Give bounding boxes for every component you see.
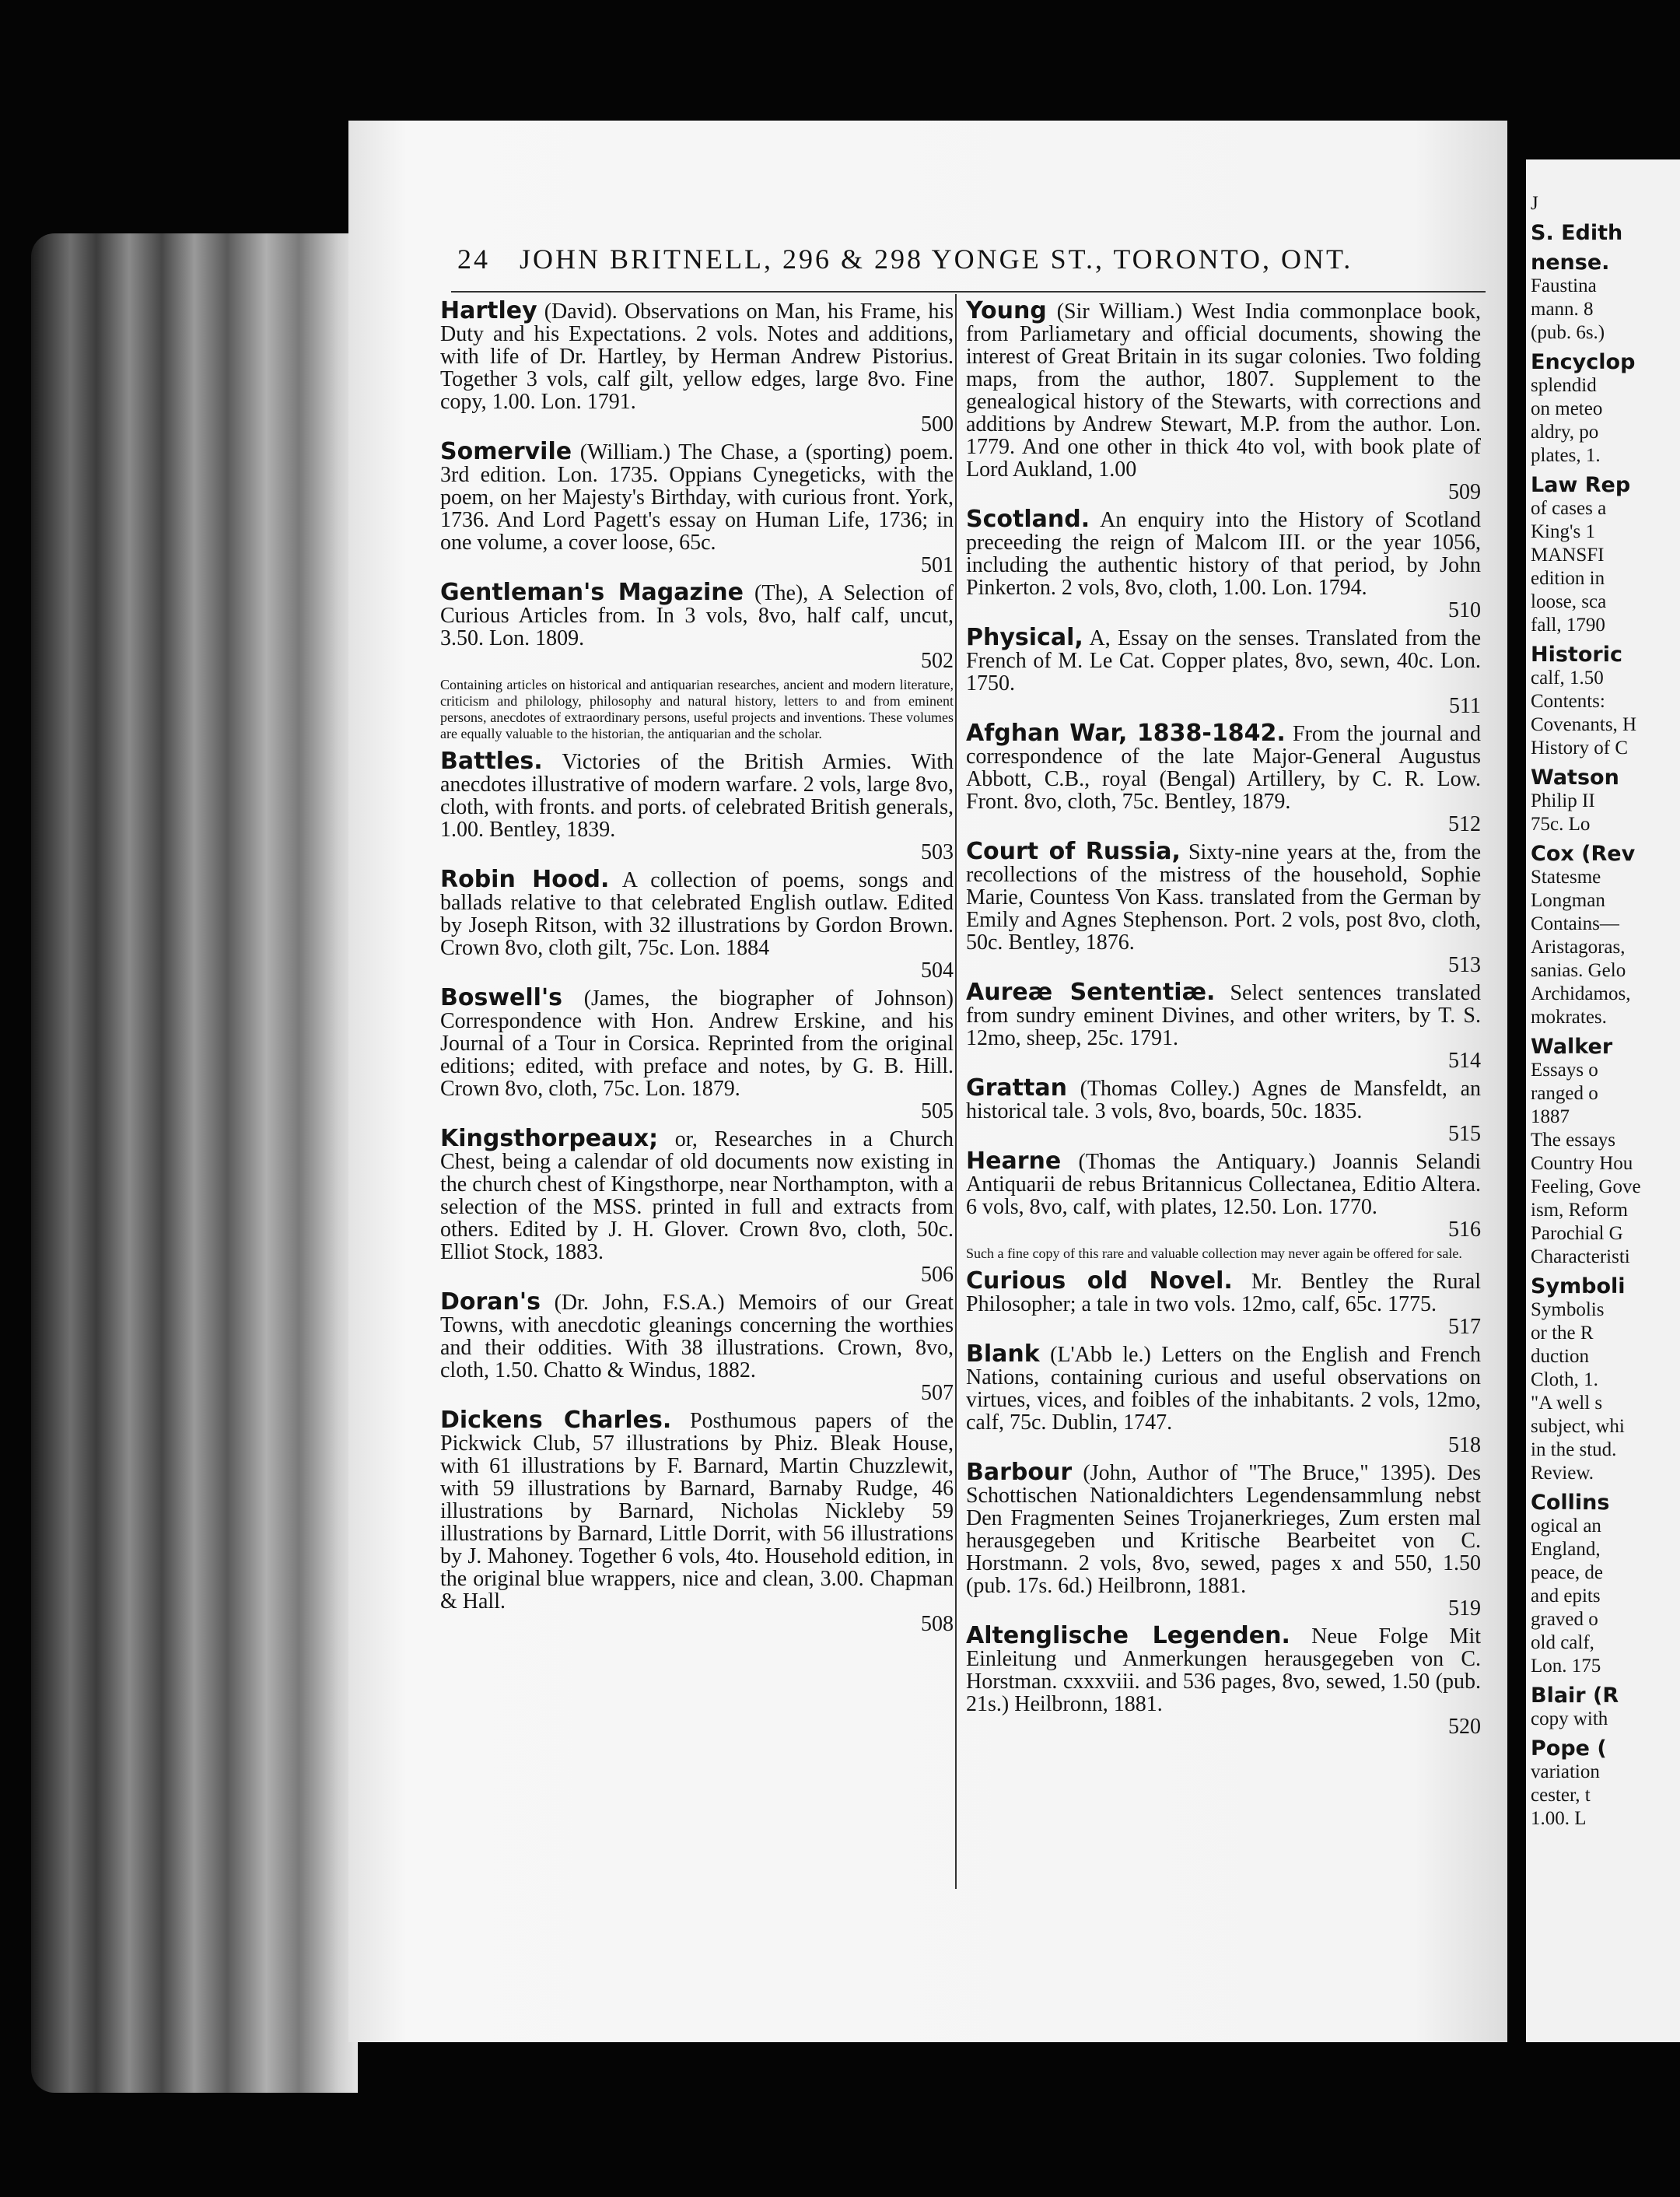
fragment-line: Symbolis [1531, 1299, 1605, 1320]
lot-number: 512 [1448, 812, 1481, 836]
fragment-line: calf, 1.50 [1531, 668, 1604, 689]
fragment-line: J [1531, 193, 1538, 214]
entry-note: Such a fine copy of this rare and valuable collection may never again be offered for sale. [966, 1246, 1462, 1261]
fragment-line: Collins [1531, 1491, 1610, 1515]
header-title: JOHN BRITNELL, 296 & 298 YONGE ST., TORONTO, ONT. [520, 244, 1353, 275]
fragment-line: Characteristi [1531, 1246, 1630, 1267]
entry-text: (Sir William.) West India commonplace book, from Parliametary and official documents, showing the interest of Great Britain in its sugar colonies. Two folding maps, from the author, 1807. Supplement to the genealogical history of the Stewarts, with corrections and additions by Andrew Stewart, M.P. from the author. Lon. 1779. And one other in thick 4to vol, with book plate of Lord Aukland, 1.00 [966, 300, 1481, 482]
fragment-line: Contents: [1531, 691, 1605, 712]
entry-text: A collection of poems, songs and ballads relative to that celebrated English outlaw. Edited by Joseph Ritson, with 32 illustrations by Gordon Brown. Crown 8vo, cloth gilt, 75c. Lon. 1884 [440, 868, 954, 960]
lot-number: 503 [921, 840, 954, 864]
fragment-line: Pope ( [1531, 1736, 1607, 1761]
entry-headword: Aureæ Sententiæ. [966, 979, 1216, 1006]
fragment-line: fall, 1790 [1531, 615, 1605, 636]
fragment-line: Country Hou [1531, 1153, 1633, 1174]
lot-number: 510 [1448, 598, 1481, 622]
fragment-line: copy with [1531, 1708, 1608, 1729]
catalogue-entry [966, 1150, 1481, 1241]
entry-text: (Thomas Colley.) Agnes de Mansfeldt, an historical tale. 3 vols, 8vo, boards, 50c. 1835. [966, 1077, 1481, 1123]
fragment-line: England, [1531, 1539, 1601, 1560]
page-header [457, 243, 1484, 279]
entry-text: Select sentences translated from sundry eminent Divines, and other writers, by T. S. 12mo, sheep, 25c. 1791. [966, 981, 1481, 1050]
fragment-line: Cloth, 1. [1531, 1369, 1598, 1390]
fragment-line: (pub. 6s.) [1531, 322, 1605, 343]
catalogue-entry [440, 1127, 954, 1286]
fragment-line: plates, 1. [1531, 445, 1601, 466]
fragment-line: Symboli [1531, 1274, 1626, 1298]
entry-headword: Battles. [440, 748, 543, 775]
fragment-line: Statesme [1531, 867, 1601, 888]
fragment-line: Lon. 175 [1531, 1656, 1601, 1677]
entry-text: Victories of the British Armies. With anecdotes illustrative of modern warfare. 2 vols, large 8vo, cloth, with fronts. and ports. of celebrated British generals, 1.00. Bentley, 1839. [440, 750, 954, 842]
lot-number: 513 [1448, 953, 1481, 977]
fragment-line: peace, de [1531, 1562, 1603, 1583]
header-rule [451, 291, 1486, 293]
catalogue-entry [966, 1074, 1481, 1146]
fragment-line: Historic [1531, 643, 1622, 667]
fragment-line: Archidamos, [1531, 983, 1631, 1004]
catalogue-entry [966, 1267, 1481, 1339]
fragment-line: Encyclop [1531, 350, 1636, 374]
fragment-line: splendid [1531, 375, 1597, 396]
entry-text: (James, the biographer of Johnson) Correspondence with Hon. Andrew Erskine, and his Journal of a Tour in Corsica. Reprinted from the original editions; edited, with preface and notes, by G. B. Hill. Crown 8vo, cloth, 75c. Lon. 1879. [440, 986, 954, 1101]
fragment-line: Faustina [1531, 275, 1597, 296]
right-column [966, 300, 1481, 1887]
lot-number: 509 [1448, 480, 1481, 504]
fragment-line: old calf, [1531, 1632, 1594, 1653]
catalogue-entry [440, 868, 954, 982]
entry-headword: Dickens Charles. [440, 1407, 672, 1434]
lot-number: 508 [921, 1612, 954, 1636]
fragment-line: MANSFI [1531, 545, 1605, 566]
page-number: 24 [457, 244, 490, 275]
fragment-line: Essays o [1531, 1060, 1598, 1081]
lot-number: 520 [1448, 1715, 1481, 1739]
fragment-line: Philip II [1531, 790, 1595, 811]
fragment-line: mann. 8 [1531, 299, 1594, 320]
fragment-line: in the stud. [1531, 1439, 1617, 1460]
entry-headword: Curious old Novel. [966, 1267, 1233, 1295]
entry-headword: Blank [966, 1340, 1040, 1368]
left-column [440, 300, 954, 1805]
fragment-line: Longman [1531, 890, 1605, 911]
fragment-line: on meteo [1531, 398, 1603, 419]
catalogue-entry [440, 581, 954, 672]
entry-headword: Altenglische Legenden. [966, 1622, 1290, 1649]
fragment-line: nense. [1531, 251, 1610, 275]
fragment-line: variation [1531, 1761, 1600, 1782]
fragment-line: graved o [1531, 1609, 1598, 1630]
entry-text: An enquiry into the History of Scotland preceeding the reign of Malcom III. or the year 1056, including the authentic history of that period, by John Pinkerton. 2 vols, 8vo, cloth, 1.00. Lon. 1794. [966, 508, 1481, 600]
catalogue-entry [440, 440, 954, 576]
fragment-line: Parochial G [1531, 1223, 1623, 1244]
fragment-line: loose, sca [1531, 591, 1607, 612]
fragment-line: or the R [1531, 1323, 1594, 1344]
entry-headword: Boswell's [440, 984, 563, 1011]
entry-headword: Robin Hood. [440, 866, 610, 893]
fragment-line: Cox (Rev [1531, 842, 1636, 866]
book-page-edges [31, 233, 358, 2093]
lot-number: 515 [1448, 1122, 1481, 1146]
lot-number: 518 [1448, 1433, 1481, 1457]
entry-headword: Young [966, 300, 1047, 324]
entry-headword: Physical, [966, 624, 1083, 651]
lot-number: 502 [921, 649, 954, 673]
fragment-line: "A well s [1531, 1393, 1603, 1414]
lot-number: 514 [1448, 1049, 1481, 1073]
catalogue-entry [966, 722, 1481, 836]
fragment-line: ogical an [1531, 1515, 1601, 1536]
fragment-line: mokrates. [1531, 1007, 1607, 1028]
catalogue-entry [440, 986, 954, 1123]
fragment-line: King's 1 [1531, 521, 1595, 542]
catalogue-entry [966, 626, 1481, 717]
entry-headword: Scotland. [966, 506, 1090, 533]
entry-text: Posthumous papers of the Pickwick Club, 57 illustrations by Phiz. Bleak House, with 61 illustrations by F. Barnard, Martin Chuzzlewit, with 59 illustrations by Barnard, Barnaby Rudge, 46 illustrations by Barnard, Nicholas Nickleby 59 illustrations by Barnard, Little Dorrit, with 56 illustrations by J. Mahoney. Together 6 vols, 4to. Household edition, in the original blue wrappers, nice and clean, 3.00. Chapman & Hall. [440, 1409, 954, 1614]
entry-headword: Barbour [966, 1459, 1073, 1486]
lot-number: 504 [921, 958, 954, 983]
entry-text: (David). Observations on Man, his Frame, his Duty and his Expectations. 2 vols. Notes and additions, with life of Dr. Hartley, by Herman Andrew Pistorius. Together 3 vols, calf gilt, yellow edges, large 8vo. Fine copy, 1.00. Lon. 1791. [440, 300, 954, 414]
fragment-line: S. Edith [1531, 221, 1623, 245]
entry-headword: Kingsthorpeaux; [440, 1125, 659, 1152]
fragment-line: Aristagoras, [1531, 937, 1626, 958]
entry-text: A, Essay on the senses. Translated from the French of M. Le Cat. Copper plates, 8vo, sewn, 40c. Lon. 1750. [966, 626, 1481, 696]
entry-text: (William.) The Chase, a (sporting) poem. 3rd edition. Lon. 1735. Oppians Cynegeticks, with the poem, on her Majesty's Birthday, with curious front. York, 1736. And Lord Pagett's essay on Human Life, 1736; in one volume, a cover loose, 65c. [440, 440, 954, 555]
lot-number: 506 [921, 1263, 954, 1287]
fragment-line: History of C [1531, 738, 1628, 759]
fragment-line: duction [1531, 1346, 1589, 1367]
entry-text: or, Researches in a Church Chest, being a calendar of old documents now existing in the church chest of Kingsthorpe, near Northampton, with a selection of the MSS. printed in full and extracts from others. Edited by J. H. Glover. Crown 8vo, cloth, 50c. Elliot Stock, 1883. [440, 1127, 954, 1264]
entry-headword: Hearne [966, 1148, 1062, 1175]
fragment-line: Feeling, Gove [1531, 1176, 1641, 1197]
catalogue-entry [966, 840, 1481, 976]
entry-text: (John, Author of "The Bruce," 1395). Des Schottischen Nationaldichters Legendensammlung nebst Den Fragmenten Seines Trojanerkrieges, Zum ersten mal herausgegeben und Kritische Bearbeitet von C. Horstmann. 2 vols, 8vo, sewed, pages x and 550, 1.50 (pub. 17s. 6d.) Heilbronn, 1881. [966, 1461, 1481, 1598]
entry-headword: Afghan War, 1838-1842. [966, 720, 1286, 747]
fragment-line: Watson [1531, 766, 1619, 790]
fragment-line: subject, whi [1531, 1416, 1625, 1437]
lot-number: 511 [1449, 694, 1481, 718]
catalogue-entry [966, 1340, 1481, 1457]
catalogue-entry [440, 1288, 954, 1405]
entry-headword: Somervile [440, 438, 572, 465]
fragment-line: ranged o [1531, 1083, 1598, 1104]
fragment-line: Walker [1531, 1035, 1613, 1059]
fragment-line: Contains— [1531, 913, 1619, 934]
entry-headword: Grattan [966, 1074, 1067, 1102]
catalogue-entry [966, 1461, 1481, 1620]
entry-headword: Gentleman's Magazine [440, 579, 744, 606]
lot-number: 516 [1448, 1218, 1481, 1242]
fragment-line: of cases a [1531, 498, 1607, 519]
entry-text: Neue Folge Mit Einleitung und Anmerkungen herausgegeben von C. Horstman. cxxxviii. and 536 pages, 8vo, sewed, 1.50 (pub. 21s.) Heilbronn, 1881. [966, 1624, 1481, 1716]
catalogue-entry [966, 508, 1481, 622]
fragment-line: 75c. Lo [1531, 814, 1591, 835]
lot-number: 505 [921, 1099, 954, 1123]
fragment-line: Covenants, H [1531, 714, 1637, 735]
entry-headword: Doran's [440, 1288, 541, 1316]
entry-note: Containing articles on historical and antiquarian researches, ancient and modern literature, criticism and philology, philosophy and natural history, letters to and from eminent persons, anecdotes of extraordinary persons, useful projects and inventions. These volumes are equally valuable to the historian, the antiquarian and the scholar. [440, 677, 954, 741]
lot-number: 517 [1448, 1315, 1481, 1339]
fragment-line: Law Rep [1531, 473, 1631, 497]
fragment-line: cester, t [1531, 1785, 1591, 1806]
lot-number: 507 [921, 1381, 954, 1405]
fragment-line: ism, Reform [1531, 1200, 1628, 1221]
catalogue-entry [440, 300, 954, 436]
fragment-line: aldry, po [1531, 422, 1599, 443]
column-divider [955, 294, 957, 1889]
entry-text: Mr. Bentley the Rural Philosopher; a tale in two vols. 12mo, calf, 65c. 1775. [966, 1270, 1481, 1316]
fragment-line: The essays [1531, 1130, 1615, 1151]
catalogue-entry [440, 1409, 954, 1635]
catalogue-entry [440, 750, 954, 864]
fragment-line: 1887 [1531, 1106, 1570, 1127]
fragment-line: Blair (R [1531, 1684, 1619, 1708]
catalogue-entry [966, 981, 1481, 1072]
fragment-line: Review. [1531, 1463, 1594, 1484]
entry-headword: Hartley [440, 300, 537, 324]
fragment-line: and epits [1531, 1586, 1601, 1607]
entry-text: (L'Abb le.) Letters on the English and French Nations, containing curious and useful observations on virtues, vices, and foibles of the inhabitants. 2 vols, 12mo, calf, 75c. Dublin, 1747. [966, 1343, 1481, 1435]
fragment-line: edition in [1531, 568, 1605, 589]
fragment-line: 1.00. L [1531, 1808, 1587, 1829]
catalogue-entry [966, 1624, 1481, 1738]
fragment-line: sanias. Gelo [1531, 960, 1626, 981]
entry-text: Sixty-nine years at the, from the recollections of the mistress of the household, Sophie Marie, Countess Von Kass. translated from the German by Emily and Agnes Stephenson. Port. 2 vols, post 8vo, cloth, 50c. Bentley, 1876. [966, 840, 1481, 955]
entry-headword: Court of Russia, [966, 838, 1181, 865]
next-page-fragment [1526, 159, 1680, 2042]
lot-number: 519 [1448, 1596, 1481, 1621]
lot-number: 501 [921, 553, 954, 577]
entry-text: (Dr. John, F.S.A.) Memoirs of our Great Towns, with anecdotic gleanings concerning the worthies and their oddities. With 38 illustrations. Crown, 8vo, cloth, 1.50. Chatto & Windus, 1882. [440, 1291, 954, 1382]
lot-number: 500 [921, 412, 954, 436]
entry-text: (The), A Selection of Curious Articles from. In 3 vols, 8vo, half calf, uncut, 3.50. Lon. 1809. [440, 581, 954, 650]
entry-text: From the journal and correspondence of the late Major-General Augustus Abbott, C.B., royal (Bengal) Artillery, by C. R. Low. Front. 8vo, cloth, 75c. Bentley, 1879. [966, 722, 1481, 814]
entry-text: (Thomas the Antiquary.) Joannis Selandi Antiquarii de rebus Britannicus Collectanea, Editio Altera. 6 vols, 8vo, calf, with plates, 12.50. Lon. 1770. [966, 1150, 1481, 1219]
catalogue-entry [966, 300, 1481, 503]
